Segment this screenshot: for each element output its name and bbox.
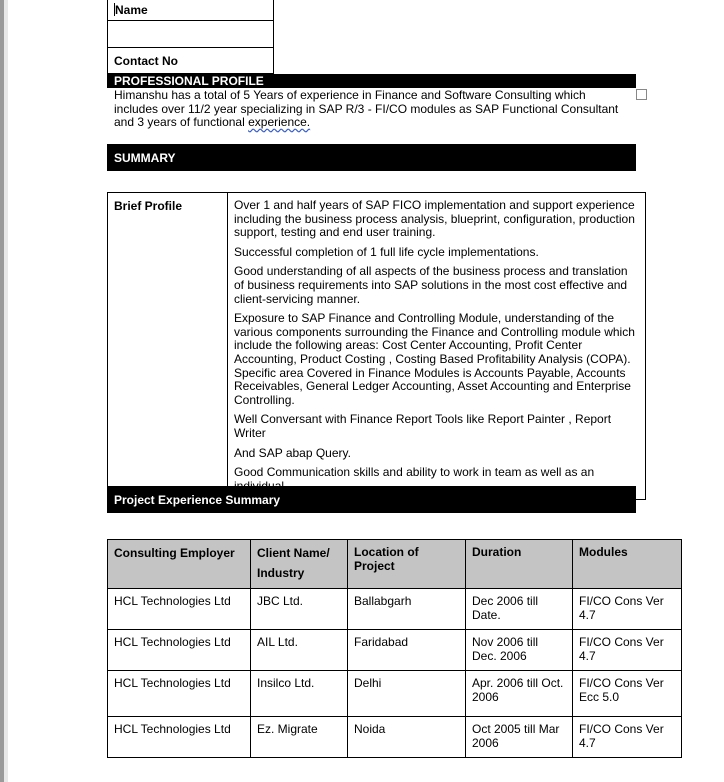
contact-label: Contact No [114,53,178,68]
profile-paragraph: Successful completion of 1 full life cycle implementations. [234,244,539,259]
professional-profile-text[interactable] [114,89,629,130]
table-cell[interactable]: HCL Technologies Ltd [108,589,251,630]
table-cell[interactable]: Faridabad [348,630,466,671]
brief-profile-label: Brief Profile [108,193,228,500]
brief-profile-content[interactable] [228,193,646,500]
profile-paragraph: Exposure to SAP Finance and Controlling Module, understanding of the various components surrounding the Finance and Controlling module which include the following areas: Cost Center Accounting, Profit Center Accounting, Product Costing , Costing Based Profitability Analysis (COPA). Specific area Covered in Finance Modules is Accounts Payable, Accounts Receivables, General Ledger Accounting, Asset Accounting and Enterprise Controlling. [234,311,635,407]
column-header: Modules [573,540,682,589]
column-header: Duration [466,540,573,589]
table-cell[interactable]: JBC Ltd. [251,589,348,630]
profile-paragraph: Over 1 and half years of SAP FICO implementation and support experience including the business process analysis, blueprint, configuration, production support, testing and end user training. [234,198,635,240]
table-cell[interactable]: HCL Technologies Ltd [108,717,251,758]
project-experience-heading [107,486,636,513]
professional-profile-heading [107,74,636,88]
table-cell[interactable]: FI/CO Cons Ver 4.7 [573,717,682,758]
table-cell[interactable]: Noida [348,717,466,758]
table-cell[interactable]: Oct 2005 till Mar 2006 [466,717,573,758]
name-label: Name [115,3,148,17]
table-cell[interactable]: FI/CO Cons Ver 4.7 [573,589,682,630]
table-cell[interactable]: Ballabgarh [348,589,466,630]
column-header: Location of Project [348,540,466,589]
table-cell[interactable]: AIL Ltd. [251,630,348,671]
column-header: Client Name/ Industry [251,540,348,589]
project-experience-title: Project Experience Summary [114,493,281,507]
profile-paragraph: Good Communication skills and ability to work in team as well as an [234,465,595,480]
profile-paragraph: Well Conversant with Finance Report Tools like Report Painter , Report Writer [234,412,612,440]
table-row [108,671,682,717]
name-value-cell[interactable] [108,21,274,48]
profile-text-main: Himanshu has a total of 5 Years of experience in Finance and Software Consulting which includes over 11/2 year specializing in SAP R/3 - FI/CO modules as SAP Functional Consultant and 3 years of functional [114,88,619,129]
table-cell[interactable]: HCL Technologies Ltd [108,671,251,717]
table-cell[interactable]: Nov 2006 till Dec. 2006 [466,630,573,671]
contact-header-table [107,0,274,74]
table-cell[interactable]: Apr. 2006 till Oct. 2006 [466,671,573,717]
summary-title: SUMMARY [114,151,176,165]
table-header-row [108,540,682,589]
contact-cell[interactable] [108,48,274,74]
table-row [108,630,682,671]
table-cell[interactable]: Ez. Migrate [251,717,348,758]
summary-heading [107,144,636,171]
profile-paragraph: And SAP abap Query. [234,445,351,460]
table-cell[interactable]: Insilco Ltd. [251,671,348,717]
table-cell[interactable]: Delhi [348,671,466,717]
table-row [108,717,682,758]
anchor-marker-box[interactable] [636,89,647,100]
page-margin-edge [4,0,8,782]
table-cell[interactable]: FI/CO Cons Ver 4.7 [573,630,682,671]
table-row [108,589,682,630]
name-cell[interactable] [108,0,274,21]
professional-profile-title: PROFESSIONAL PROFILE [114,74,264,88]
table-cell[interactable]: FI/CO Cons Ver Ecc 5.0 [573,671,682,717]
profile-text-spellcheck: experience. [248,115,311,129]
profile-paragraph: Good understanding of all aspects of the business process and translation of business requirements into SAP solutions in the most cost effective and client-servicing manner. [234,264,628,306]
table-cell[interactable]: HCL Technologies Ltd [108,630,251,671]
column-header: Consulting Employer [108,540,251,589]
brief-profile-table [107,192,646,500]
project-experience-table [107,539,682,758]
table-cell[interactable]: Dec 2006 till Date. [466,589,573,630]
